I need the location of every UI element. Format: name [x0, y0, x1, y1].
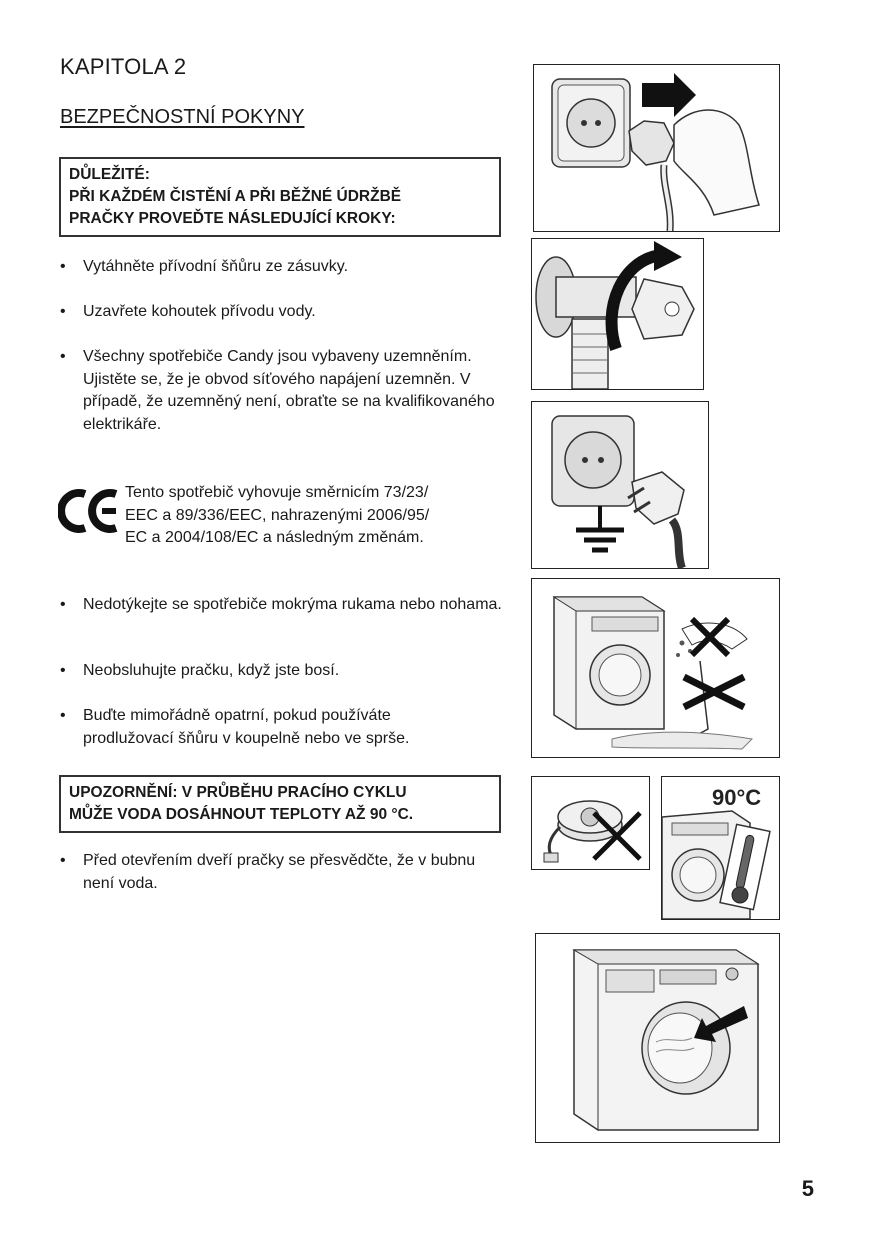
list-item-text: Uzavřete kohoutek přívodu vody. — [83, 303, 316, 320]
temperature-label: 90°C — [712, 785, 762, 810]
list-item-text: Buďte mimořádně opatrní, pokud používáte prodlužovací šňůru v koupelně nebo ve sprše. — [83, 707, 410, 747]
section-title: BEZPEČNOSTNÍ POKYNY — [60, 106, 305, 128]
important-line: PRAČKY PROVEĎTE NÁSLEDUJÍCÍ KROKY: — [69, 210, 396, 227]
bullet-marker: • — [60, 348, 66, 365]
important-notice-box — [59, 157, 501, 237]
bullet-marker: • — [60, 662, 66, 679]
bullet-marker: • — [60, 596, 66, 613]
list-item-text: Nedotýkejte se spotřebiče mokrýma rukama nebo nohama. — [83, 596, 502, 613]
extension-cord-illustration — [531, 776, 650, 870]
page-number: 5 — [801, 1176, 814, 1201]
water-tap-illustration — [531, 238, 704, 390]
hot-water-illustration — [661, 776, 780, 920]
bullet-marker: • — [60, 258, 66, 275]
bullet-marker: • — [60, 303, 66, 320]
warning-box — [59, 775, 501, 833]
unplug-illustration — [533, 64, 780, 232]
important-line: DŮLEŽITÉ: — [69, 166, 150, 183]
grounding-illustration — [531, 401, 709, 569]
ce-notice — [125, 482, 505, 550]
warning-line: UPOZORNĚNÍ: V PRŮBĚHU PRACÍHO CYKLU — [69, 784, 407, 801]
list-item-text: Před otevřením dveří pračky se přesvědčte, že v bubnu není voda. — [83, 852, 476, 892]
list-item-text: Všechny spotřebiče Candy jsou vybaveny uzemněním. Ujistěte se, že je obvod síťového napájení uzemněn. V případě, že uzemněný není, obraťte se na kvalifikovaného elektrikáře. — [83, 348, 495, 433]
ce-line: Tento spotřebič vyhovuje směrnicím 73/23/ — [125, 484, 429, 501]
chapter-heading: KAPITOLA 2 — [60, 54, 187, 79]
wet-hands-illustration — [531, 578, 780, 758]
ce-line: EC a 2004/108/EC a následným změnám. — [125, 529, 424, 546]
warning-line: MŮŽE VODA DOSÁHNOUT TEPLOTY AŽ 90 °C. — [69, 806, 414, 823]
washer-door-illustration — [535, 933, 780, 1143]
bullet-marker: • — [60, 707, 66, 724]
list-item-text: Vytáhněte přívodní šňůru ze zásuvky. — [83, 258, 349, 275]
ce-mark-icon — [58, 486, 122, 536]
important-line: PŘI KAŽDÉM ČISTĚNÍ A PŘI BĚŽNÉ ÚDRŽBĚ — [69, 188, 402, 205]
list-item-text: Neobsluhujte pračku, když jste bosí. — [83, 662, 340, 679]
bullet-marker: • — [60, 852, 66, 869]
ce-line: EEC a 89/336/EEC, nahrazenými 2006/95/ — [125, 506, 430, 524]
